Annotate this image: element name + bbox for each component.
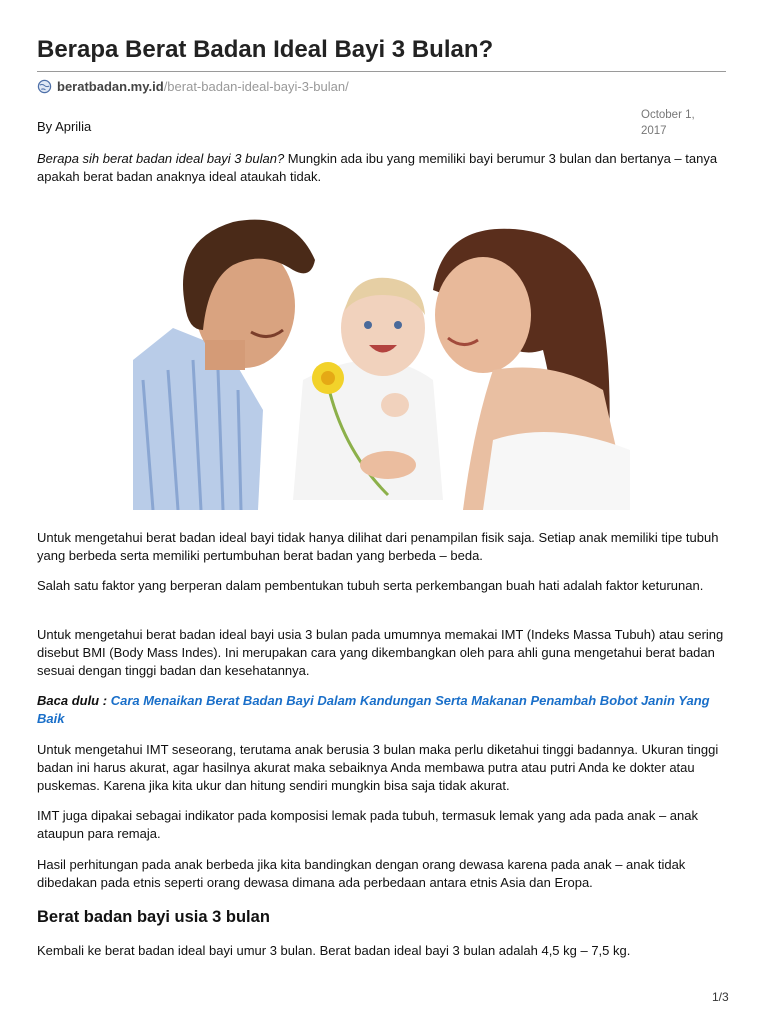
author-byline: By Aprilia — [37, 119, 92, 134]
paragraph-1: Untuk mengetahui berat badan ideal bayi tidak hanya dilihat dari penampilan fisik saja. Setiap anak memiliki tipe tubuh yang berbeda serta memiliki pertumbuhan berat badan yang berbeda – beda. — [37, 530, 719, 563]
intro-question: Berapa sih berat badan ideal bayi 3 bulan? — [37, 151, 285, 166]
source-domain[interactable]: beratbadan.my.id — [57, 79, 164, 94]
publish-date — [641, 107, 721, 139]
intro-text: Mungkin ada ibu yang memiliki bayi berumur 3 bulan dan bertanya – tanya apakah berat badan anaknya ideal ataukah tidak. — [37, 151, 718, 184]
globe-icon — [37, 79, 52, 94]
read-first-paragraph — [37, 692, 732, 728]
read-first-label: Baca dulu : — [37, 693, 108, 708]
source-line[interactable] — [37, 79, 349, 94]
publish-date-year: 2017 — [641, 125, 667, 137]
section-heading: Berat badan bayi usia 3 bulan — [37, 908, 270, 926]
publish-date-month-day: October 1, — [641, 109, 695, 121]
paragraph-3: Untuk mengetahui berat badan ideal bayi usia 3 bulan pada umumnya memakai IMT (Indeks Massa Tubuh) atau sering disebut BMI (Body Mass Indes). Ini merupakan cara yang dikembangkan oleh para ahli guna mengetahui berat badan sesuai dengan tinggi badan dan kesehatannya. — [37, 627, 724, 678]
paragraph-7: Kembali ke berat badan ideal bayi umur 3 bulan. Berat badan ideal bayi 3 bulan adalah 4,5 kg – 7,5 kg. — [37, 943, 631, 958]
intro-paragraph — [37, 150, 732, 186]
title-divider — [37, 71, 726, 72]
family-photo — [133, 210, 630, 510]
page-number: 1/3 — [712, 990, 729, 1004]
paragraph-5: IMT juga dipakai sebagai indikator pada komposisi lemak pada tubuh, termasuk lemak yang ada pada anak – anak ataupun para remaja. — [37, 808, 699, 841]
related-article-link[interactable]: Cara Menaikan Berat Badan Bayi Dalam Kandungan Serta Makanan Penambah Bobot Janin Yang Baik — [37, 693, 710, 726]
paragraph-4: Untuk mengetahui IMT seseorang, terutama anak berusia 3 bulan maka perlu diketahui tinggi badannya. Ukuran tinggi badan ini harus akurat, agar hasilnya akurat maka sebaiknya Anda membawa putra atau putri Anda ke dokter atau puskemas. Karena jika kita ukur dan hitung sendiri mungkin bisa saja tidak akurat. — [37, 742, 719, 793]
article-title: Berapa Berat Badan Ideal Bayi 3 Bulan? — [37, 36, 494, 63]
paragraph-2: Salah satu faktor yang berperan dalam pembentukan tubuh serta perkembangan buah hati adalah faktor keturunan. — [37, 578, 704, 593]
paragraph-6: Hasil perhitungan pada anak berbeda jika kita bandingkan dengan orang dewasa karena pada anak – anak tidak dibedakan pada etnis seperti orang dewasa dimana ada perbedaan antara etnis Asia dan Eropa. — [37, 857, 686, 890]
source-path[interactable]: /berat-badan-ideal-bayi-3-bulan/ — [163, 79, 349, 94]
